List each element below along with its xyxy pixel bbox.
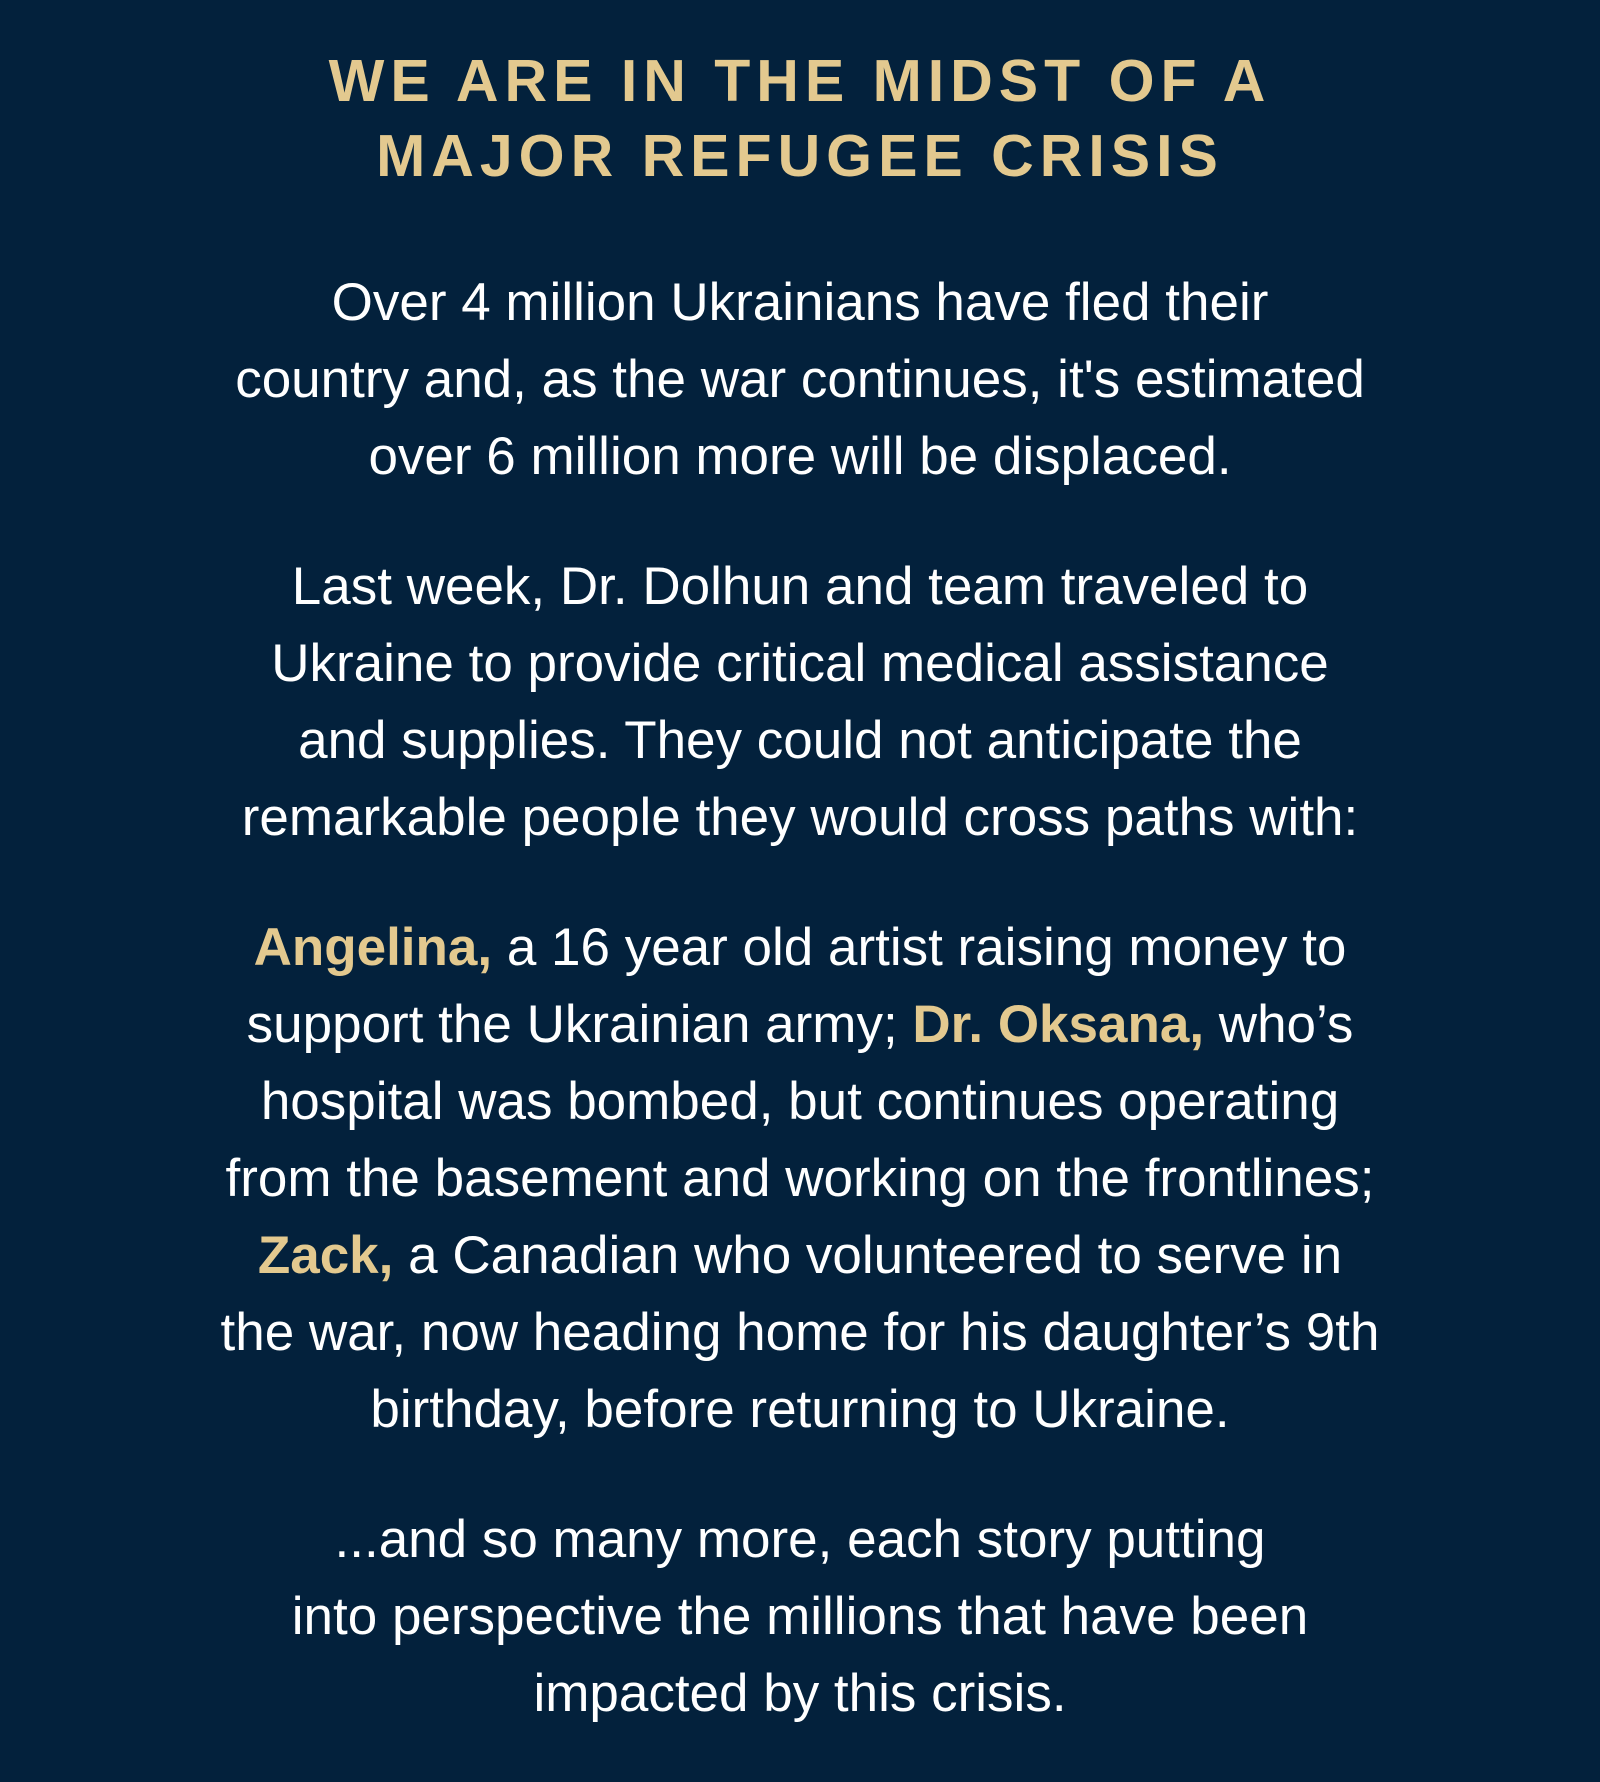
- text-line: ...and so many more, each story putting: [334, 1510, 1266, 1569]
- text-line: Ukraine to provide critical medical assistance: [271, 634, 1329, 693]
- text-line: country and, as the war continues, it's estimated: [235, 350, 1365, 409]
- text-line: impacted by this crisis.: [533, 1664, 1067, 1723]
- name-dr-oksana: Dr. Oksana,: [912, 995, 1205, 1054]
- text-line: Over 4 million Ukrainians have fled their: [331, 273, 1269, 332]
- text-line: the war, now heading home for his daughter’s 9th: [220, 1303, 1380, 1362]
- text-line: [140, 909, 1460, 986]
- text-line: [140, 1217, 1460, 1294]
- text-line: Last week, Dr. Dolhun and team traveled to: [291, 557, 1309, 616]
- text-fragment: who’s: [1204, 995, 1354, 1054]
- page-title: [150, 44, 1450, 194]
- text-line: from the basement and working on the frontlines;: [225, 1149, 1375, 1208]
- paragraph-refugee-stats: [140, 264, 1460, 495]
- text-line: over 6 million more will be displaced.: [368, 427, 1232, 486]
- text-line: [140, 986, 1460, 1063]
- text-fragment: a Canadian who volunteered to serve in: [393, 1226, 1343, 1285]
- text-line: into perspective the millions that have been: [291, 1587, 1309, 1646]
- text-fragment: support the Ukrainian army;: [246, 995, 913, 1054]
- text-line: and supplies. They could not anticipate the: [298, 711, 1302, 770]
- text-line: hospital was bombed, but continues operating: [260, 1072, 1340, 1131]
- text-line: birthday, before returning to Ukraine.: [370, 1380, 1230, 1439]
- text-fragment: a 16 year old artist raising money to: [492, 918, 1347, 977]
- text-line: remarkable people they would cross paths with:: [241, 788, 1359, 847]
- paragraph-people-stories: [140, 909, 1460, 1448]
- name-zack: Zack,: [257, 1226, 394, 1285]
- paragraph-team-trip: [140, 548, 1460, 856]
- title-line-1: WE ARE IN THE MIDST OF A: [328, 48, 1272, 114]
- paragraph-closing: [140, 1501, 1460, 1732]
- name-angelina: Angelina,: [253, 918, 493, 977]
- title-line-2: MAJOR REFUGEE CRISIS: [376, 123, 1224, 189]
